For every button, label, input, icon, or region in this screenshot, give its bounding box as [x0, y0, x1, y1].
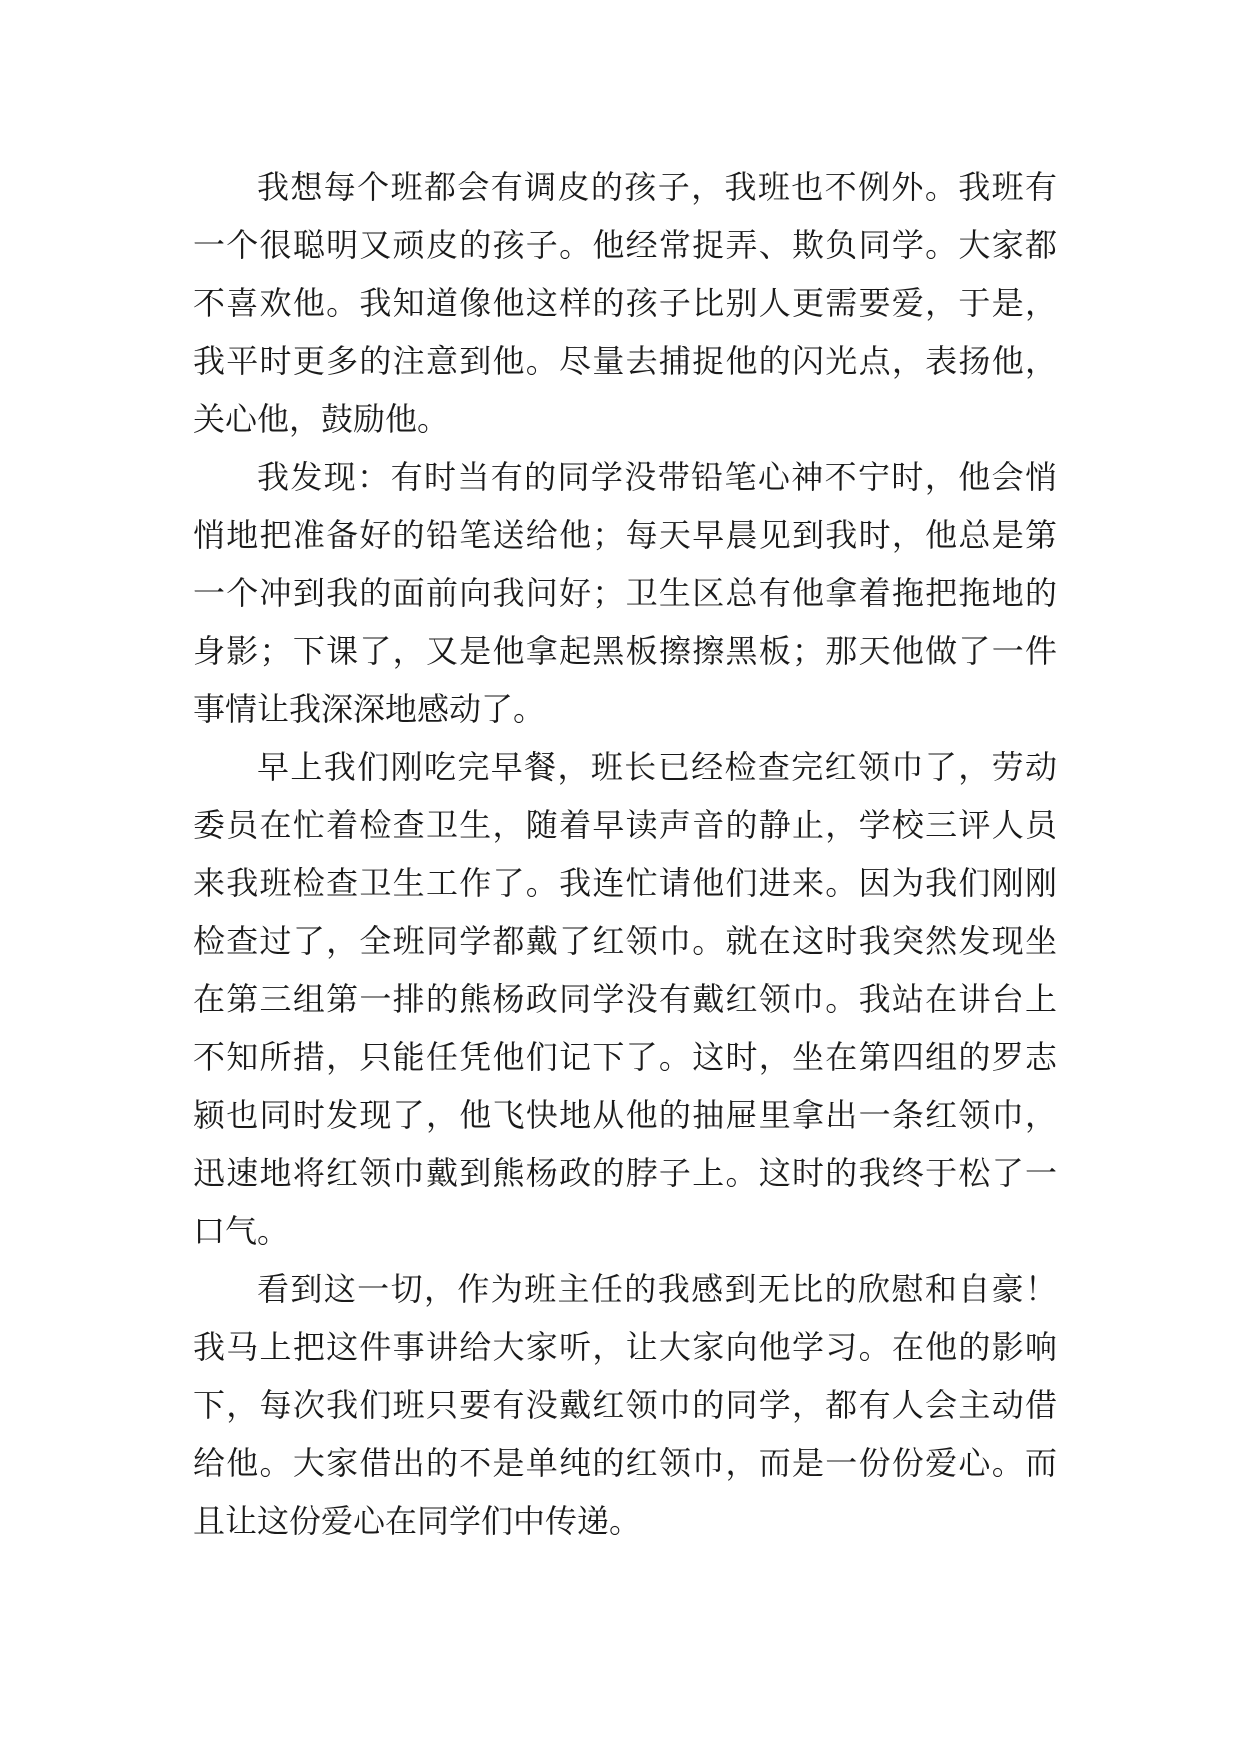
- paragraph-line: 早上我们刚吃完早餐，班长已经检查完红领巾了，劳动: [257, 748, 1057, 786]
- paragraph-line: 关心他，鼓励他。: [193, 400, 450, 438]
- paragraph-line: 来我班检查卫生工作了。我连忙请他们进来。因为我们刚刚: [193, 864, 1057, 902]
- paragraph-line: 不喜欢他。我知道像他这样的孩子比别人更需要爱，于是，: [193, 284, 1057, 322]
- paragraph-line: 且让这份爱心在同学们中传递。: [193, 1502, 642, 1540]
- paragraph-line: 我平时更多的注意到他。尽量去捕捉他的闪光点，表扬他，: [193, 342, 1057, 380]
- paragraph-2: [193, 448, 1057, 738]
- paragraph-line: 给他。大家借出的不是单纯的红领巾，而是一份份爱心。而: [193, 1444, 1057, 1482]
- paragraph-line: 在第三组第一排的熊杨政同学没有戴红领巾。我站在讲台上: [193, 980, 1057, 1018]
- paragraph-4: [193, 1260, 1057, 1550]
- paragraph-line: 看到这一切，作为班主任的我感到无比的欣慰和自豪！: [257, 1270, 1057, 1308]
- body-text: [193, 158, 1057, 1550]
- paragraph-line: 我想每个班都会有调皮的孩子，我班也不例外。我班有: [257, 168, 1057, 206]
- paragraph-line: 下，每次我们班只要有没戴红领巾的同学，都有人会主动借: [193, 1386, 1057, 1424]
- paragraph-1: [193, 158, 1057, 448]
- paragraph-line: 迅速地将红领巾戴到熊杨政的脖子上。这时的我终于松了一: [193, 1154, 1057, 1192]
- paragraph-line: 事情让我深深地感动了。: [193, 690, 546, 728]
- paragraph-line: 检查过了，全班同学都戴了红领巾。就在这时我突然发现坐: [193, 922, 1057, 960]
- paragraph-line: 一个很聪明又顽皮的孩子。他经常捉弄、欺负同学。大家都: [193, 226, 1057, 264]
- paragraph-line: 颍也同时发现了，他飞快地从他的抽屉里拿出一条红领巾，: [193, 1096, 1057, 1134]
- paragraph-line: 我马上把这件事讲给大家听，让大家向他学习。在他的影响: [193, 1328, 1057, 1366]
- paragraph-line: 悄地把准备好的铅笔送给他；每天早晨见到我时，他总是第: [193, 516, 1057, 554]
- paragraph-3: [193, 738, 1057, 1260]
- paragraph-line: 委员在忙着检查卫生，随着早读声音的静止，学校三评人员: [193, 806, 1057, 844]
- paragraph-line: 口气。: [193, 1212, 290, 1250]
- paragraph-line: 我发现：有时当有的同学没带铅笔心神不宁时，他会悄: [257, 458, 1057, 496]
- paragraph-line: 不知所措，只能任凭他们记下了。这时，坐在第四组的罗志: [193, 1038, 1057, 1076]
- paragraph-line: 身影；下课了，又是他拿起黑板擦擦黑板；那天他做了一件: [193, 632, 1057, 670]
- paragraph-line: 一个冲到我的面前向我问好；卫生区总有他拿着拖把拖地的: [193, 574, 1057, 612]
